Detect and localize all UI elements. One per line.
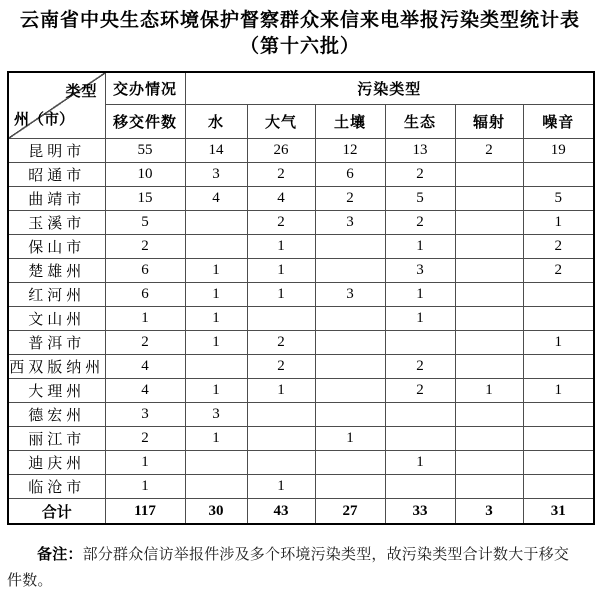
stat-cell: 1 bbox=[385, 283, 455, 307]
stat-cell bbox=[185, 475, 247, 499]
stat-cell: 5 bbox=[105, 211, 185, 235]
stat-cell bbox=[455, 451, 523, 475]
stat-cell: 55 bbox=[105, 139, 185, 163]
table-row bbox=[8, 427, 594, 451]
stat-cell: 1 bbox=[105, 307, 185, 331]
table-row bbox=[8, 307, 594, 331]
stat-cell: 2 bbox=[315, 187, 385, 211]
region-label: 临沧市 bbox=[8, 475, 105, 499]
total-cell: 117 bbox=[105, 499, 185, 525]
region-label: 保山市 bbox=[8, 235, 105, 259]
stat-cell: 2 bbox=[247, 211, 315, 235]
stat-cell bbox=[315, 259, 385, 283]
stat-cell bbox=[315, 331, 385, 355]
stat-cell: 19 bbox=[523, 139, 594, 163]
stat-cell bbox=[455, 427, 523, 451]
stat-cell bbox=[185, 211, 247, 235]
stat-cell bbox=[385, 475, 455, 499]
stat-cell bbox=[523, 163, 594, 187]
stat-cell: 3 bbox=[315, 211, 385, 235]
stat-cell bbox=[385, 403, 455, 427]
stat-cell bbox=[185, 235, 247, 259]
stat-cell bbox=[315, 235, 385, 259]
stat-cell: 4 bbox=[247, 187, 315, 211]
stat-cell: 2 bbox=[455, 139, 523, 163]
stat-cell: 2 bbox=[105, 427, 185, 451]
region-label: 昆明市 bbox=[8, 139, 105, 163]
stat-cell bbox=[385, 331, 455, 355]
stat-cell: 2 bbox=[385, 211, 455, 235]
corner-label-type: 类型 bbox=[65, 84, 98, 100]
table-row bbox=[8, 403, 594, 427]
stat-cell bbox=[455, 331, 523, 355]
stat-cell bbox=[247, 307, 315, 331]
stat-cell: 5 bbox=[523, 187, 594, 211]
col-header-transferred: 移交件数 bbox=[105, 105, 185, 139]
stat-cell bbox=[523, 355, 594, 379]
stat-cell bbox=[385, 427, 455, 451]
col-header-ecology: 生态 bbox=[385, 105, 455, 139]
stat-cell bbox=[185, 355, 247, 379]
table-row bbox=[8, 379, 594, 403]
header-pollution-group: 污染类型 bbox=[185, 72, 594, 105]
stat-cell bbox=[315, 379, 385, 403]
stat-cell bbox=[455, 475, 523, 499]
stat-cell: 1 bbox=[523, 379, 594, 403]
title-line-2: （第十六批） bbox=[239, 36, 360, 57]
col-header-water: 水 bbox=[185, 105, 247, 139]
region-label: 楚雄州 bbox=[8, 259, 105, 283]
stat-cell bbox=[315, 451, 385, 475]
stat-cell: 1 bbox=[455, 379, 523, 403]
stat-cell: 15 bbox=[105, 187, 185, 211]
table-row bbox=[8, 187, 594, 211]
table-row bbox=[8, 211, 594, 235]
stat-cell: 2 bbox=[247, 331, 315, 355]
stat-cell: 1 bbox=[247, 283, 315, 307]
remark-note bbox=[7, 542, 577, 594]
stat-cell bbox=[455, 211, 523, 235]
total-cell: 3 bbox=[455, 499, 523, 525]
stat-cell: 2 bbox=[247, 355, 315, 379]
table-row bbox=[8, 355, 594, 379]
stat-cell: 3 bbox=[185, 163, 247, 187]
stat-cell: 1 bbox=[523, 331, 594, 355]
col-header-radiation: 辐射 bbox=[455, 105, 523, 139]
stat-cell: 4 bbox=[105, 379, 185, 403]
stat-cell: 1 bbox=[315, 427, 385, 451]
page-title bbox=[0, 0, 600, 60]
table-row bbox=[8, 259, 594, 283]
stat-cell bbox=[523, 451, 594, 475]
stat-cell: 6 bbox=[105, 283, 185, 307]
stat-cell bbox=[455, 235, 523, 259]
region-label: 文山州 bbox=[8, 307, 105, 331]
stat-cell: 2 bbox=[105, 235, 185, 259]
table-row bbox=[8, 235, 594, 259]
stat-cell bbox=[523, 307, 594, 331]
stat-cell: 3 bbox=[315, 283, 385, 307]
stat-cell: 4 bbox=[185, 187, 247, 211]
region-label: 大理州 bbox=[8, 379, 105, 403]
region-label: 昭通市 bbox=[8, 163, 105, 187]
stat-cell: 2 bbox=[523, 259, 594, 283]
corner-label-region: 州（市） bbox=[14, 112, 75, 128]
remark-label: 备注： bbox=[37, 547, 83, 563]
stat-cell bbox=[315, 403, 385, 427]
col-header-soil: 土壤 bbox=[315, 105, 385, 139]
stat-cell bbox=[247, 451, 315, 475]
stat-cell: 2 bbox=[247, 163, 315, 187]
stat-cell: 3 bbox=[385, 259, 455, 283]
stat-cell: 14 bbox=[185, 139, 247, 163]
col-header-air: 大气 bbox=[247, 105, 315, 139]
corner-header-cell bbox=[8, 72, 105, 139]
stat-cell: 4 bbox=[105, 355, 185, 379]
table-row bbox=[8, 283, 594, 307]
stat-cell: 1 bbox=[105, 475, 185, 499]
stat-cell: 13 bbox=[385, 139, 455, 163]
stat-cell: 3 bbox=[105, 403, 185, 427]
stat-cell bbox=[455, 283, 523, 307]
table-row bbox=[8, 331, 594, 355]
stat-cell: 1 bbox=[185, 307, 247, 331]
stat-cell bbox=[315, 307, 385, 331]
stat-cell: 3 bbox=[185, 403, 247, 427]
stat-cell: 1 bbox=[385, 307, 455, 331]
table-row bbox=[8, 451, 594, 475]
stat-cell: 1 bbox=[247, 379, 315, 403]
total-cell: 43 bbox=[247, 499, 315, 525]
total-cell: 27 bbox=[315, 499, 385, 525]
stat-cell: 5 bbox=[385, 187, 455, 211]
region-label: 玉溪市 bbox=[8, 211, 105, 235]
stat-cell: 1 bbox=[523, 211, 594, 235]
stat-cell: 6 bbox=[105, 259, 185, 283]
title-line-1: 云南省中央生态环境保护督察群众来信来电举报污染类型统计表 bbox=[19, 10, 580, 31]
stat-cell: 10 bbox=[105, 163, 185, 187]
stat-cell: 12 bbox=[315, 139, 385, 163]
stat-cell bbox=[523, 403, 594, 427]
stat-cell: 2 bbox=[105, 331, 185, 355]
stat-cell bbox=[455, 307, 523, 331]
stat-cell: 1 bbox=[185, 427, 247, 451]
stat-cell: 26 bbox=[247, 139, 315, 163]
col-header-noise: 噪音 bbox=[523, 105, 594, 139]
stat-cell: 2 bbox=[385, 163, 455, 187]
region-label: 曲靖市 bbox=[8, 187, 105, 211]
stat-cell: 1 bbox=[247, 259, 315, 283]
region-label: 西双版纳州 bbox=[8, 355, 105, 379]
region-label: 德宏州 bbox=[8, 403, 105, 427]
stat-cell: 1 bbox=[185, 283, 247, 307]
stat-cell: 1 bbox=[247, 475, 315, 499]
stat-cell: 1 bbox=[385, 451, 455, 475]
stat-cell: 1 bbox=[105, 451, 185, 475]
stat-cell: 1 bbox=[185, 259, 247, 283]
stat-cell: 1 bbox=[247, 235, 315, 259]
stat-cell bbox=[455, 403, 523, 427]
table-row bbox=[8, 475, 594, 499]
stat-cell: 6 bbox=[315, 163, 385, 187]
table-row bbox=[8, 163, 594, 187]
stat-cell bbox=[455, 187, 523, 211]
region-label: 普洱市 bbox=[8, 331, 105, 355]
stat-cell bbox=[455, 163, 523, 187]
stat-cell: 1 bbox=[385, 235, 455, 259]
table-row bbox=[8, 139, 594, 163]
stat-cell: 2 bbox=[523, 235, 594, 259]
stat-cell: 2 bbox=[385, 379, 455, 403]
stat-cell bbox=[185, 451, 247, 475]
pollution-type-statistics-table bbox=[7, 71, 595, 525]
stat-cell bbox=[455, 355, 523, 379]
stat-cell bbox=[315, 355, 385, 379]
region-label: 丽江市 bbox=[8, 427, 105, 451]
stat-cell bbox=[455, 259, 523, 283]
region-label: 迪庆州 bbox=[8, 451, 105, 475]
stat-cell bbox=[315, 475, 385, 499]
stat-cell bbox=[523, 283, 594, 307]
region-label: 红河州 bbox=[8, 283, 105, 307]
stat-cell bbox=[523, 475, 594, 499]
stat-cell: 1 bbox=[185, 379, 247, 403]
remark-text: 部分群众信访举报件涉及多个环境污染类型，故污染类型合计数大于移交件数。 bbox=[7, 547, 570, 589]
stat-cell bbox=[523, 427, 594, 451]
total-cell: 30 bbox=[185, 499, 247, 525]
total-cell: 33 bbox=[385, 499, 455, 525]
total-label: 合计 bbox=[8, 499, 105, 525]
stat-cell bbox=[247, 427, 315, 451]
total-cell: 31 bbox=[523, 499, 594, 525]
header-row-group bbox=[8, 72, 594, 105]
header-handling-group: 交办情况 bbox=[105, 72, 185, 105]
total-row bbox=[8, 499, 594, 525]
stat-cell: 2 bbox=[385, 355, 455, 379]
stat-cell: 1 bbox=[185, 331, 247, 355]
stat-cell bbox=[247, 403, 315, 427]
